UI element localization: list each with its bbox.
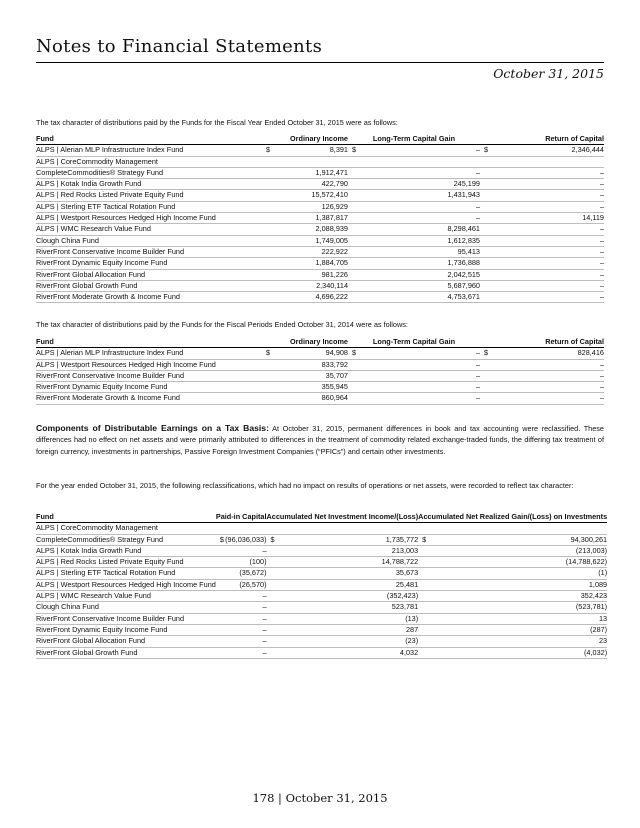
fund-name-cell: RiverFront Dynamic Equity Income Fund [36, 382, 262, 393]
value-cell: 94,300,261 [437, 534, 607, 545]
table-row [36, 280, 604, 291]
dollar-sign-cell [262, 382, 272, 393]
value-cell: 2,346,444 [492, 145, 604, 156]
dollar-sign-cell [480, 235, 492, 246]
value-cell: 5,687,960 [370, 280, 480, 291]
value-cell: 8,391 [272, 145, 348, 156]
value-cell: – [492, 179, 604, 190]
dollar-sign-cell [480, 292, 492, 303]
value-cell: (26,570) [224, 579, 267, 590]
value-cell: – [492, 393, 604, 404]
value-cell: 13 [437, 613, 607, 624]
value-cell: 95,413 [370, 246, 480, 257]
value-cell: 833,792 [272, 359, 348, 370]
table-row [36, 523, 607, 534]
value-cell: 1,736,888 [370, 258, 480, 269]
table-row [36, 636, 607, 647]
dollar-sign-cell [348, 190, 370, 201]
dollar-sign-cell [348, 224, 370, 235]
table-row [36, 224, 604, 235]
table-row [36, 534, 607, 545]
reclass-intro: For the year ended October 31, 2015, the following reclassifications, which had no impact on results of operations or net assets, were recorded to reflect tax character: [36, 481, 574, 490]
dollar-sign-cell [418, 647, 437, 658]
fund-name-cell: Clough China Fund [36, 235, 262, 246]
dollar-sign-cell [216, 602, 224, 613]
value-cell: – [370, 213, 480, 224]
dollar-sign-cell [480, 393, 492, 404]
dollar-sign-cell [216, 613, 224, 624]
fund-name-cell: ALPS | Alerian MLP Infrastructure Index Fund [36, 145, 262, 156]
value-cell: – [492, 382, 604, 393]
col-long-term-capital-gain: Long-Term Capital Gain [348, 337, 480, 348]
fund-name-cell: ALPS | Kotak India Growth Fund [36, 545, 216, 556]
value-cell: – [370, 348, 480, 359]
dollar-sign-cell [480, 224, 492, 235]
value-cell: 1,387,817 [272, 213, 348, 224]
dollar-sign-cell [262, 224, 272, 235]
table-row [36, 292, 604, 303]
dollar-sign-cell [262, 213, 272, 224]
fund-name-cell: RiverFront Conservative Income Builder Fund [36, 613, 216, 624]
dollar-sign-cell [418, 613, 437, 624]
value-cell: 245,199 [370, 179, 480, 190]
dollar-sign-cell [418, 523, 437, 534]
table-row [36, 557, 607, 568]
distributions-2015-table [36, 134, 604, 303]
fund-name-cell: ALPS | CoreCommodity Management [36, 523, 216, 534]
table-row [36, 201, 604, 212]
fund-name-cell: ALPS | Westport Resources Hedged High Income Fund [36, 213, 262, 224]
value-cell: (96,036,033) [225, 534, 267, 544]
value-cell: 126,929 [272, 201, 348, 212]
value-cell: – [370, 167, 480, 178]
dollar-sign-cell [262, 359, 272, 370]
value-cell: 4,032 [281, 647, 418, 658]
dollar-sign-cell [348, 269, 370, 280]
page-title: Notes to Financial Statements [36, 36, 323, 57]
value-cell: – [370, 201, 480, 212]
dollar-sign-cell: $ [480, 145, 492, 156]
value-cell: 287 [281, 624, 418, 635]
dollar-sign-cell [418, 591, 437, 602]
table-row [36, 145, 604, 156]
value-cell: – [492, 235, 604, 246]
table-row [36, 624, 607, 635]
value-cell: 4,696,222 [272, 292, 348, 303]
dollar-sign-cell [480, 179, 492, 190]
value-cell: 15,572,410 [272, 190, 348, 201]
value-cell [437, 523, 607, 534]
dollar-sign-cell [216, 624, 224, 635]
dollar-sign-cell [216, 591, 224, 602]
dollar-sign-cell: $ [480, 348, 492, 359]
value-cell: 8,298,461 [370, 224, 480, 235]
dollar-sign-cell [480, 156, 492, 167]
value-cell: 1,884,705 [272, 258, 348, 269]
dollar-sign-cell [348, 179, 370, 190]
fund-name-cell: ALPS | Sterling ETF Tactical Rotation Fund [36, 201, 262, 212]
fund-name-cell: ALPS | Alerian MLP Infrastructure Index Fund [36, 348, 262, 359]
value-cell: – [492, 359, 604, 370]
value-cell: 1,912,471 [272, 167, 348, 178]
value-cell: – [492, 246, 604, 257]
fund-name-cell: ALPS | Westport Resources Hedged High Income Fund [36, 579, 216, 589]
dollar-sign-cell [262, 167, 272, 178]
fund-name-cell: RiverFront Dynamic Equity Income Fund [36, 624, 216, 635]
dollar-sign-cell [262, 258, 272, 269]
dollar-sign-cell [418, 602, 437, 613]
dollar-sign-cell [348, 235, 370, 246]
table-row [36, 568, 607, 579]
dollar-sign-cell [216, 636, 224, 647]
dollar-sign-cell [262, 393, 272, 404]
dollar-sign-cell [480, 258, 492, 269]
value-cell [272, 156, 348, 167]
distributions-2014-table [36, 337, 604, 405]
value-cell: – [224, 624, 267, 635]
dollar-sign-cell [267, 624, 281, 635]
value-cell: 1,612,835 [370, 235, 480, 246]
fund-name-cell: RiverFront Global Allocation Fund [36, 269, 262, 280]
table-row [36, 246, 604, 257]
value-cell: 14,788,722 [281, 557, 418, 568]
dollar-sign-cell [348, 167, 370, 178]
dollar-sign-cell [480, 370, 492, 381]
dollar-sign-cell [262, 280, 272, 291]
reclassifications-table [36, 512, 607, 659]
dollar-sign-cell [418, 545, 437, 556]
dollar-sign-cell [418, 557, 437, 568]
value-cell: – [492, 280, 604, 291]
dollar-sign-cell: $ [262, 348, 272, 359]
dollar-sign-cell: $ [262, 145, 272, 156]
dollar-sign-cell [262, 269, 272, 280]
dollar-sign-cell [216, 568, 224, 579]
value-cell: 213,003 [281, 545, 418, 556]
fund-name-cell: RiverFront Moderate Growth & Income Fund [36, 292, 262, 303]
table-row [36, 258, 604, 269]
dollar-sign-cell [262, 156, 272, 167]
value-cell: – [370, 145, 480, 156]
section1-intro: The tax character of distributions paid by the Funds for the Fiscal Year Ended October 31, 2015 were as follows: [36, 118, 398, 127]
value-cell: – [224, 591, 267, 602]
components-heading: Components of Distributable Earnings on a Tax Basis: [36, 423, 269, 433]
table-row [36, 359, 604, 370]
value-cell: 35,707 [272, 370, 348, 381]
dollar-sign-cell [480, 359, 492, 370]
value-cell: 1,089 [437, 579, 607, 590]
col-accumulated-net-investment-income: Accumulated Net Investment Income/(Loss) [266, 512, 419, 521]
value-cell: (23) [281, 636, 418, 647]
value-cell: – [224, 602, 267, 613]
dollar-sign-cell [348, 246, 370, 257]
dollar-sign-cell [418, 624, 437, 635]
value-cell: – [492, 190, 604, 201]
value-cell: (287) [437, 624, 607, 635]
dollar-sign-cell: $ [348, 348, 370, 359]
dollar-sign-cell [348, 258, 370, 269]
dollar-sign-cell [418, 579, 437, 590]
dollar-sign-cell [267, 545, 281, 556]
value-cell: 523,781 [281, 602, 418, 613]
dollar-sign-cell [480, 190, 492, 201]
dollar-sign-cell [480, 246, 492, 257]
col-ordinary-income: Ordinary Income [262, 337, 348, 348]
fund-name-cell: CompleteCommodities® Strategy Fund [36, 534, 216, 545]
fund-name-cell: ALPS | WMC Research Value Fund [36, 591, 216, 602]
dollar-sign-cell [262, 190, 272, 201]
dollar-sign-cell [216, 579, 224, 590]
value-cell: 25,481 [281, 579, 418, 590]
table-row [36, 235, 604, 246]
col-accumulated-net-realized-gain: Accumulated Net Realized Gain/(Loss) on Investments [418, 512, 608, 521]
dollar-sign-cell [267, 602, 281, 613]
value-cell: – [370, 382, 480, 393]
dollar-sign-cell: $ [267, 534, 281, 545]
table-row [36, 579, 607, 590]
table-row [36, 179, 604, 190]
dollar-sign-cell [267, 579, 281, 590]
dollar-sign-cell [267, 568, 281, 579]
value-cell: – [370, 393, 480, 404]
fund-name-cell: Clough China Fund [36, 602, 216, 613]
dollar-sign-cell: $ [418, 534, 437, 545]
col-long-term-capital-gain: Long-Term Capital Gain [348, 134, 480, 145]
value-cell: 981,226 [272, 269, 348, 280]
value-cell: 2,088,939 [272, 224, 348, 235]
dollar-sign-cell [348, 213, 370, 224]
fund-name-cell: CompleteCommodities® Strategy Fund [36, 167, 262, 178]
dollar-sign-cell [216, 523, 224, 534]
fund-name-cell: ALPS | Red Rocks Listed Private Equity Fund [36, 557, 216, 568]
dollar-sign-cell: $ [216, 534, 224, 545]
value-cell: – [370, 370, 480, 381]
dollar-sign-cell [480, 269, 492, 280]
fund-name-cell: RiverFront Global Growth Fund [36, 647, 216, 658]
value-cell: – [370, 359, 480, 370]
dollar-sign-cell [216, 647, 224, 658]
components-paragraph [36, 423, 604, 457]
fund-name-cell: ALPS | Red Rocks Listed Private Equity Fund [36, 190, 262, 201]
table-row [36, 213, 604, 224]
value-cell: 355,945 [272, 382, 348, 393]
value-cell: – [224, 613, 267, 624]
value-cell: (100) [224, 557, 267, 568]
fund-name-cell: ALPS | WMC Research Value Fund [36, 224, 262, 235]
components-text: At October 31, 2015, permanent differences in book and tax accounting were reclassified. These differences had no effect on net assets and were primarily attributed to differences in the treatment of commodity related exchange-traded funds, the differing tax treatment of foreign currency, investments in partnerships, Passive Foreign Investment Companies (“PFICs”) and certain other investments. [36, 424, 604, 456]
value-cell: – [492, 167, 604, 178]
col-return-of-capital: Return of Capital [480, 337, 604, 348]
dollar-sign-cell: $ [348, 145, 370, 156]
fund-name-cell: ALPS | Sterling ETF Tactical Rotation Fund [36, 568, 216, 579]
value-cell [370, 156, 480, 167]
table-row [36, 382, 604, 393]
dollar-sign-cell [480, 280, 492, 291]
value-cell: – [492, 370, 604, 381]
table-row [36, 269, 604, 280]
value-cell: – [492, 224, 604, 235]
dollar-sign-cell [348, 382, 370, 393]
fund-name-cell: RiverFront Moderate Growth & Income Fund [36, 393, 262, 404]
dollar-sign-cell [348, 280, 370, 291]
value-cell: (4,032) [437, 647, 607, 658]
fund-name-cell: ALPS | Kotak India Growth Fund [36, 179, 262, 190]
dollar-sign-cell [480, 213, 492, 224]
col-return-of-capital: Return of Capital [480, 134, 604, 145]
value-cell [281, 523, 418, 534]
value-cell: – [224, 636, 267, 647]
dollar-sign-cell [262, 179, 272, 190]
value-cell: (523,781) [437, 602, 607, 613]
value-cell: 222,922 [272, 246, 348, 257]
dollar-sign-cell [216, 557, 224, 568]
table-row [36, 647, 607, 658]
value-cell: 2,042,515 [370, 269, 480, 280]
dollar-sign-cell [418, 568, 437, 579]
value-cell: – [492, 269, 604, 280]
col-fund: Fund [36, 134, 262, 145]
table-row [36, 190, 604, 201]
dollar-sign-cell [348, 393, 370, 404]
value-cell: 860,964 [272, 393, 348, 404]
value-cell: – [492, 201, 604, 212]
col-paid-in-capital: Paid-in Capital [215, 512, 267, 521]
dollar-sign-cell [262, 370, 272, 381]
value-cell: 14,119 [492, 213, 604, 224]
dollar-sign-cell [267, 591, 281, 602]
value-cell: 1,431,943 [370, 190, 480, 201]
fund-name-cell: RiverFront Dynamic Equity Income Fund [36, 258, 262, 269]
header-rule [36, 62, 604, 63]
header-date: October 31, 2015 [493, 66, 604, 81]
dollar-sign-cell [348, 359, 370, 370]
dollar-sign-cell [262, 246, 272, 257]
value-cell: 94,908 [272, 348, 348, 359]
col-ordinary-income: Ordinary Income [262, 134, 348, 145]
dollar-sign-cell [480, 201, 492, 212]
col-fund: Fund [36, 512, 216, 523]
table-row [36, 370, 604, 381]
fund-name-cell: RiverFront Conservative Income Builder Fund [36, 246, 262, 257]
dollar-sign-cell [216, 545, 224, 556]
dollar-sign-cell [267, 647, 281, 658]
dollar-sign-cell [267, 636, 281, 647]
fund-name-cell: RiverFront Conservative Income Builder Fund [36, 370, 262, 381]
value-cell: – [492, 258, 604, 269]
table-row [36, 348, 604, 359]
page-footer: 178 | October 31, 2015 [252, 791, 388, 805]
dollar-sign-cell [267, 613, 281, 624]
dollar-sign-cell [418, 636, 437, 647]
dollar-sign-cell [267, 523, 281, 534]
value-cell: 35,673 [281, 568, 418, 579]
table-row [36, 545, 607, 556]
dollar-sign-cell [348, 292, 370, 303]
value-cell: 422,790 [272, 179, 348, 190]
value-cell: – [224, 647, 267, 658]
value-cell: 23 [437, 636, 607, 647]
value-cell: 4,753,671 [370, 292, 480, 303]
value-cell: 2,340,114 [272, 280, 348, 291]
fund-name-cell: RiverFront Global Allocation Fund [36, 636, 216, 647]
dollar-sign-cell [267, 557, 281, 568]
value-cell: (13) [281, 613, 418, 624]
value-cell: 1,735,772 [281, 534, 418, 545]
dollar-sign-cell [262, 292, 272, 303]
value-cell [492, 156, 604, 167]
table-row [36, 156, 604, 167]
value-cell: – [224, 545, 267, 556]
dollar-sign-cell [348, 370, 370, 381]
fund-name-cell: ALPS | CoreCommodity Management [36, 156, 262, 167]
value-cell: (35,672) [224, 568, 267, 579]
dollar-sign-cell [480, 382, 492, 393]
table-row [36, 602, 607, 613]
value-cell: 828,416 [492, 348, 604, 359]
table-row [36, 591, 607, 602]
value-cell: (352,423) [281, 591, 418, 602]
value-cell: – [492, 292, 604, 303]
table-row [36, 613, 607, 624]
dollar-sign-cell [348, 156, 370, 167]
fund-name-cell: ALPS | Westport Resources Hedged High Income Fund [36, 359, 262, 370]
value-cell: 1,749,005 [272, 235, 348, 246]
value-cell [224, 523, 267, 534]
value-cell: (1) [437, 568, 607, 579]
dollar-sign-cell [262, 235, 272, 246]
value-cell: (14,788,622) [437, 557, 607, 568]
dollar-sign-cell [262, 201, 272, 212]
dollar-sign-cell [348, 201, 370, 212]
col-fund: Fund [36, 337, 262, 348]
table-row [36, 393, 604, 404]
value-cell: 352,423 [437, 591, 607, 602]
table-row [36, 167, 604, 178]
dollar-sign-cell [480, 167, 492, 178]
fund-name-cell: RiverFront Global Growth Fund [36, 280, 262, 291]
section2-intro: The tax character of distributions paid by the Funds for the Fiscal Periods Ended October 31, 2014 were as follows: [36, 320, 408, 329]
value-cell: (213,003) [437, 545, 607, 556]
